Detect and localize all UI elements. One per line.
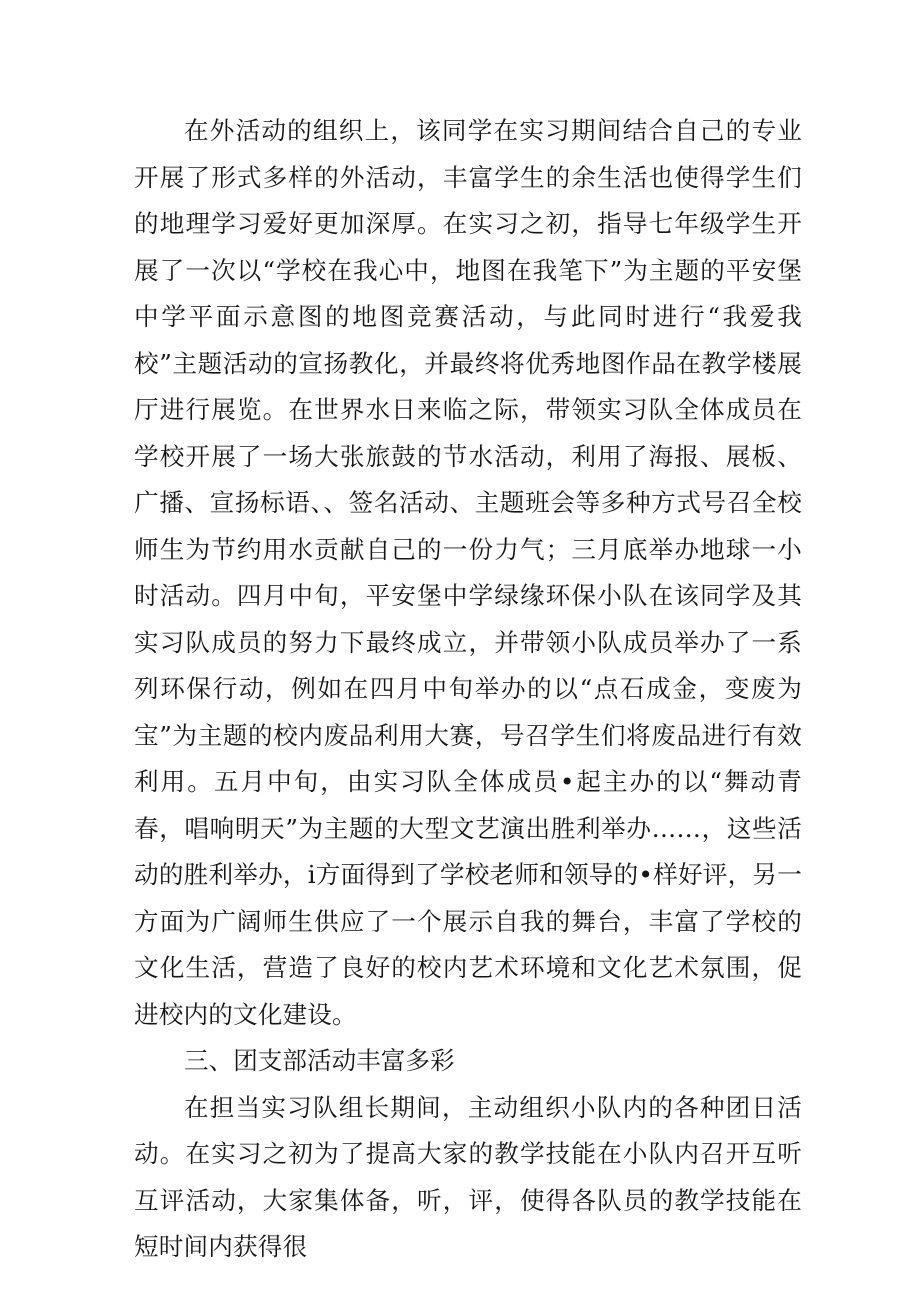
document-body xyxy=(134,108,802,1271)
section-heading-league-branch-activities: 三、团支部活动丰富多彩 xyxy=(184,1046,455,1075)
paragraph-extracurricular-activities: 在外活动的组织上，该同学在实习期间结合自己的专业开展了形式多样的外活动，丰富学生的余生活也使得学生们的地理学习爱好更加深厚。在实习之初，指导七年级学生开展了一次以“学校在我心中，地图在我笔下”为主题的平安堡中学平面示意图的地图竞赛活动，与此同时进行“我爱我校”主题活动的宣扬教化，并最终将优秀地图作品在教学楼展厅进行展览。在世界水日来临之际，带领实习队全体成员在学校开展了一场大张旅鼓的节水活动，利用了海报、展板、广播、宣扬标语、、签名活动、主题班会等多种方式号召全校师生为节约用水贡献自己的一份力气；三月底举办地球一小时活动。四月中旬，平安堡中学绿缘环保小队在该同学及其实习队成员的努力下最终成立，并带领小队成员举办了一系列环保行动，例如在四月中旬举办的以“点石成金，变废为宝”为主题的校内废品利用大赛，号召学生们将废品进行有效利用。五月中旬，由实习队全体成员•起主办的以“舞动青春，唱响明天”为主题的大型文艺演出胜利举办……，这些活动的胜利举办，i方面得到了学校老师和领导的•样好评，另一方面为广阔师生供应了一个展示自我的舞台，丰富了学校的文化生活，营造了良好的校内艺术环境和文化艺术氛围，促进校内的文化建设。 xyxy=(134,116,802,1029)
paragraph-team-leader-activities: 在担当实习队组长期间，主动组织小队内的各种团日活动。在实习之初为了提高大家的教学技能在小队内召开互听互评活动，大家集体备，听，评，使得各队员的教学技能在短时间内获得很 xyxy=(134,1092,802,1261)
